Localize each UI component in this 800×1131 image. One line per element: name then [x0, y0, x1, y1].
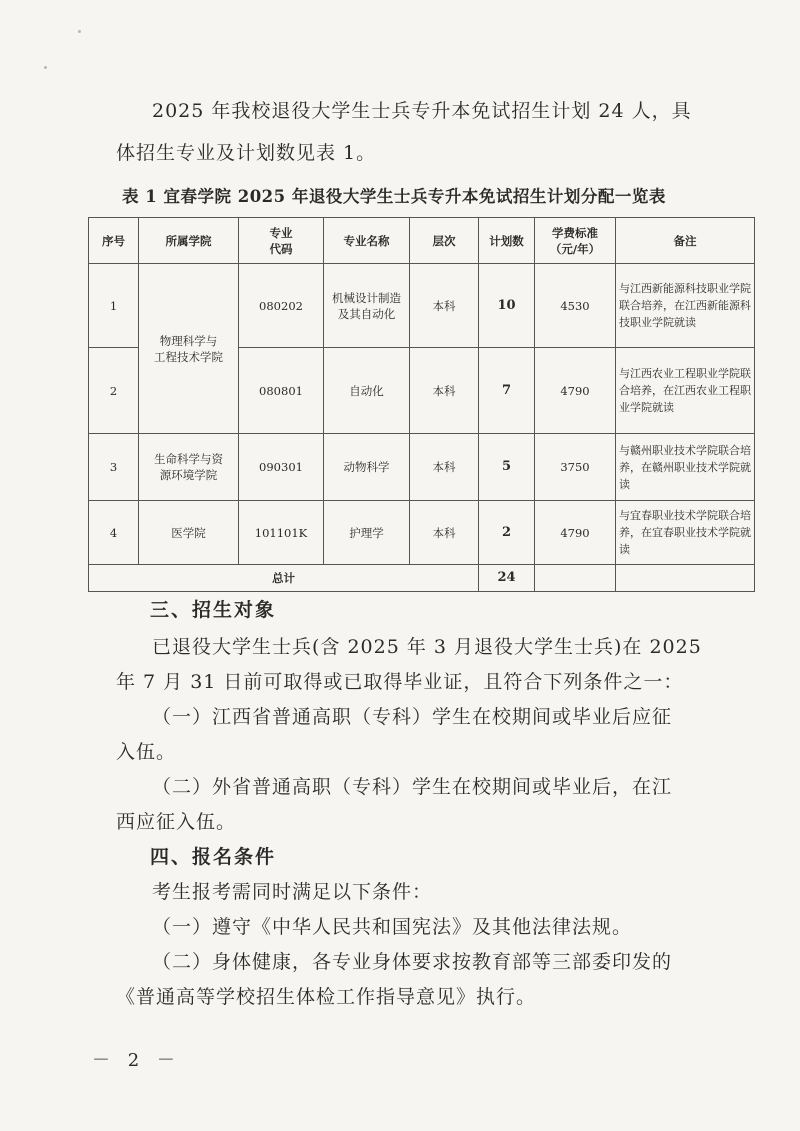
cell-code: 101101K: [239, 501, 324, 565]
header-college: 所属学院: [139, 218, 239, 264]
header-code: [239, 218, 324, 264]
section-4-para-1: 考生报考需同时满足以下条件：: [152, 881, 433, 903]
section-4-item-1: （一）遵守《中华人民共和国宪法》及其他法律法规。: [152, 916, 633, 938]
cell-note: 与宜春职业技术学院联合培养，在宜春职业技术学院就读: [616, 501, 755, 565]
cell-seq: 2: [89, 348, 139, 434]
header-fee-line2: （元/年）: [549, 241, 601, 256]
table-row: [89, 434, 755, 501]
header-fee-line1: 学费标准: [552, 225, 598, 240]
table-row: [89, 264, 755, 348]
college-physics-line2: 工程技术学院: [154, 349, 223, 364]
header-seq: 序号: [89, 218, 139, 264]
section-4-heading: 四、报名条件: [150, 846, 277, 868]
cell-plan: 2: [479, 501, 535, 565]
cell-fee: 4790: [535, 501, 616, 565]
section-3-item-2-line-2: 西应征入伍。: [116, 811, 237, 833]
page-number: － 2 －: [92, 1050, 181, 1071]
cell-seq: 3: [89, 434, 139, 501]
cell-code: 090301: [239, 434, 324, 501]
cell-level: 本科: [410, 264, 479, 348]
cell-plan: 5: [479, 434, 535, 501]
scan-speck: [44, 66, 47, 69]
section-4-item-2-line-1: （二）身体健康，各专业身体要求按教育部等三部委印发的: [152, 951, 673, 973]
cell-total-label: 总计: [89, 565, 479, 592]
header-code-line1: 专业: [269, 225, 293, 240]
cell-code: 080801: [239, 348, 324, 434]
cell-plan: 7: [479, 348, 535, 434]
cell-fee: 4530: [535, 264, 616, 348]
cell-total-plan: 24: [479, 565, 535, 592]
cell-note: 与江西农业工程职业学院联合培养，在江西农业工程职业学院就读: [616, 348, 755, 434]
cell-college-physics: [139, 264, 239, 434]
table-header-row: [89, 218, 755, 264]
cell-fee: 3750: [535, 434, 616, 501]
college-life-line2: 源环境学院: [159, 468, 218, 482]
header-plan: 计划数: [479, 218, 535, 264]
table-row: [89, 501, 755, 565]
cell-fee: 4790: [535, 348, 616, 434]
header-fee: [535, 218, 616, 264]
intro-line-2: 体招生专业及计划数见表 1。: [116, 142, 377, 164]
cell-seq: 4: [89, 501, 139, 565]
header-code-line2: 代码: [269, 241, 293, 256]
section-3-item-1-line-1: （一）江西省普通高职（专科）学生在校期间或毕业后应征: [152, 706, 673, 728]
header-note: 备注: [616, 218, 755, 264]
cell-seq: 1: [89, 264, 139, 348]
section-4-item-2-line-2: 《普通高等学校招生体检工作指导意见》执行。: [116, 986, 537, 1008]
cell-major: 自动化: [324, 348, 410, 434]
major-line1: 机械设计制造: [332, 290, 401, 305]
section-3-item-2-line-1: （二）外省普通高职（专科）学生在校期间或毕业后，在江: [152, 776, 673, 798]
header-major: 专业名称: [324, 218, 410, 264]
cell-total-note: [616, 565, 755, 592]
header-level: 层次: [410, 218, 479, 264]
cell-total-fee: [535, 565, 616, 592]
college-physics-line1: 物理科学与: [159, 333, 218, 348]
cell-plan: 10: [479, 264, 535, 348]
cell-note: 与赣州职业技术学院联合培养，在赣州职业技术学院就读: [616, 434, 755, 501]
table-caption: 表 1 宜春学院 2025 年退役大学生士兵专升本免试招生计划分配一览表: [122, 187, 666, 206]
table-total-row: [89, 565, 755, 592]
section-3-para-line-2: 年 7 月 31 日前可取得或已取得毕业证，且符合下列条件之一：: [116, 671, 684, 693]
cell-major: [324, 264, 410, 348]
cell-college-life: [139, 434, 239, 501]
section-3-heading: 三、招生对象: [150, 599, 277, 621]
section-3-item-1-line-2: 入伍。: [116, 741, 177, 763]
cell-college-medical: 医学院: [139, 501, 239, 565]
intro-line-1: 2025 年我校退役大学生士兵专升本免试招生计划 24 人，具: [152, 100, 692, 122]
cell-code: 080202: [239, 264, 324, 348]
major-line2: 及其自动化: [337, 306, 396, 321]
section-3-para-line-1: 已退役大学生士兵(含 2025 年 3 月退役大学生士兵)在 2025: [152, 636, 702, 658]
cell-level: 本科: [410, 501, 479, 565]
college-life-line1: 生命科学与资: [154, 452, 223, 466]
cell-level: 本科: [410, 434, 479, 501]
cell-major: 动物科学: [324, 434, 410, 501]
enrollment-plan-table: [88, 217, 755, 592]
cell-note: 与江西新能源科技职业学院联合培养，在江西新能源科技职业学院就读: [616, 264, 755, 348]
cell-major: 护理学: [324, 501, 410, 565]
cell-level: 本科: [410, 348, 479, 434]
scan-speck: [78, 30, 81, 33]
